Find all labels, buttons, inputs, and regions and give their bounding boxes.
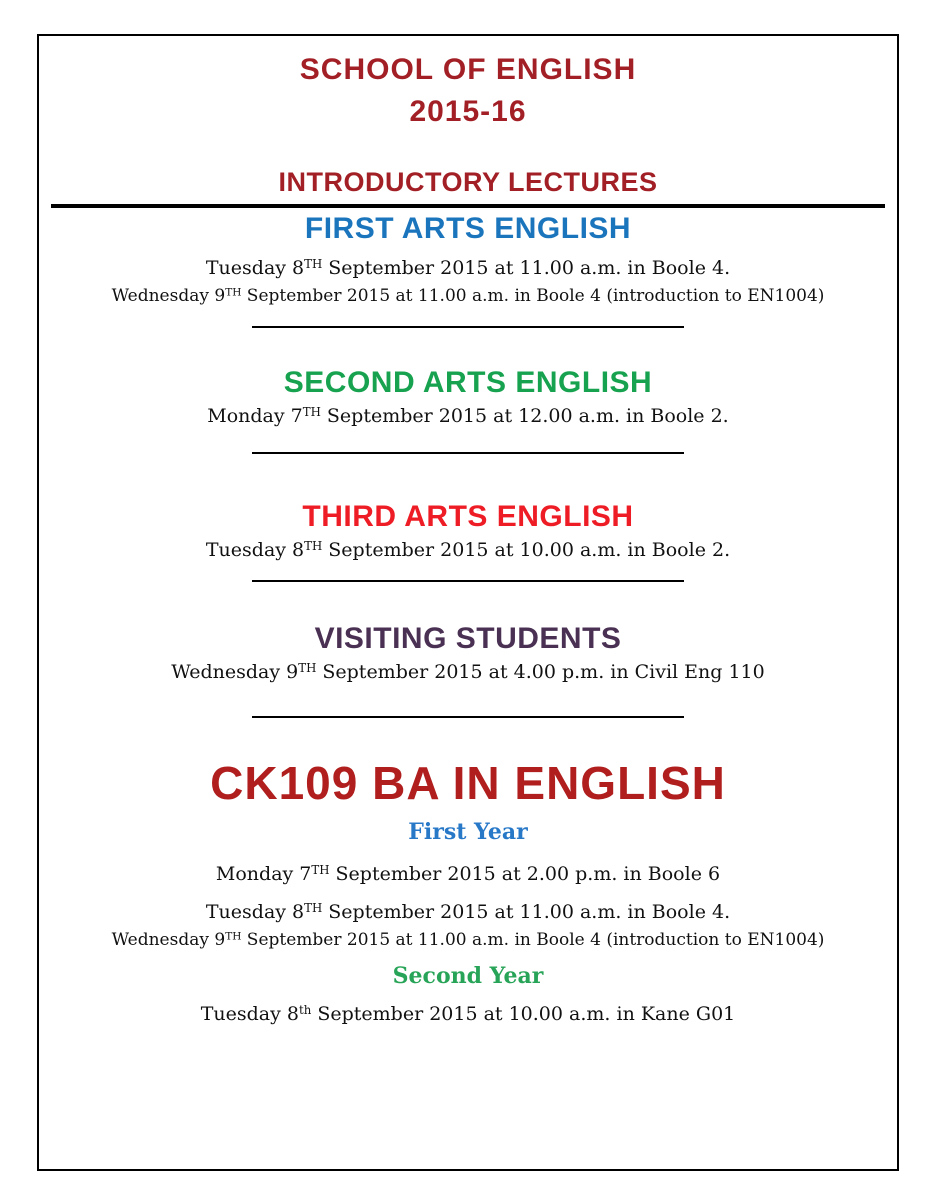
section-visiting-students (39, 620, 897, 684)
lecture-line-text: September 2015 at 2.00 p.m. in Boole 6 (329, 863, 721, 885)
section-divider (252, 716, 684, 718)
lecture-line-text: September 2015 at 11.00 a.m. in Boole 4. (322, 901, 731, 923)
first-year-label: First Year (408, 819, 528, 845)
lecture-line (39, 928, 897, 952)
lecture-line-text: Tuesday 8 (205, 901, 305, 923)
page-title-line2: 2015-16 (409, 95, 527, 128)
heading-second-arts: SECOND ARTS ENGLISH (283, 366, 653, 399)
heading-ck109: CK109 BA IN ENGLISH (210, 757, 726, 809)
section-divider (252, 580, 684, 582)
lecture-line (39, 404, 897, 428)
lecture-line-text: Wednesday 9 (111, 930, 226, 950)
lecture-line (39, 284, 897, 308)
lecture-line-text: Tuesday 8 (205, 539, 305, 561)
section-divider (252, 326, 684, 328)
lecture-line (39, 1002, 897, 1026)
lecture-line-text: September 2015 at 12.00 a.m. in Boole 2. (320, 405, 729, 427)
section-divider (252, 452, 684, 454)
lecture-line-text: Tuesday 8 (200, 1003, 299, 1025)
lecture-line-text: Wednesday 9 (111, 286, 226, 306)
page-subtitle: INTRODUCTORY LECTURES (278, 167, 658, 197)
lecture-line (39, 660, 897, 684)
lecture-line-text: September 2015 at 11.00 a.m. in Boole 4 (introduction to EN1004) (241, 286, 825, 306)
lecture-line-text: September 2015 at 11.00 a.m. in Boole 4. (322, 257, 731, 279)
second-year-label: Second Year (392, 963, 544, 989)
document-page (37, 34, 899, 1171)
ordinal-superscript: TH (302, 405, 321, 420)
thick-divider-rule (51, 204, 885, 208)
lecture-line-text: September 2015 at 4.00 p.m. in Civil Eng 110 (316, 661, 765, 683)
heading-third-arts: THIRD ARTS ENGLISH (302, 500, 634, 533)
lecture-line-text: Wednesday 9 (171, 661, 299, 683)
lecture-line-text: September 2015 at 10.00 a.m. in Boole 2. (322, 539, 731, 561)
lecture-line-text: Monday 7 (215, 863, 312, 885)
lecture-line (39, 900, 897, 924)
ordinal-superscript: TH (304, 539, 323, 554)
page-title-line1: SCHOOL OF ENGLISH (299, 53, 637, 86)
lecture-line (39, 256, 897, 280)
ordinal-superscript: TH (304, 257, 323, 272)
section-ck109 (39, 756, 897, 1026)
lecture-line-text: September 2015 at 11.00 a.m. in Boole 4 (introduction to EN1004) (241, 930, 825, 950)
lecture-line-text: Tuesday 8 (205, 257, 305, 279)
ordinal-superscript: th (299, 1003, 312, 1018)
lecture-line (39, 538, 897, 562)
lecture-line-text: September 2015 at 10.00 a.m. in Kane G01 (311, 1003, 736, 1025)
heading-visiting-students: VISITING STUDENTS (314, 622, 622, 655)
ordinal-superscript: TH (225, 930, 242, 943)
lecture-line-text: Monday 7 (207, 405, 303, 427)
section-third-arts (39, 498, 897, 562)
ordinal-superscript: TH (311, 863, 330, 878)
heading-first-arts: FIRST ARTS ENGLISH (304, 212, 632, 245)
ordinal-superscript: TH (225, 286, 242, 299)
lecture-line (39, 862, 897, 886)
ordinal-superscript: TH (304, 901, 323, 916)
section-second-arts (39, 364, 897, 428)
ordinal-superscript: TH (298, 661, 317, 676)
section-first-arts (39, 210, 897, 308)
